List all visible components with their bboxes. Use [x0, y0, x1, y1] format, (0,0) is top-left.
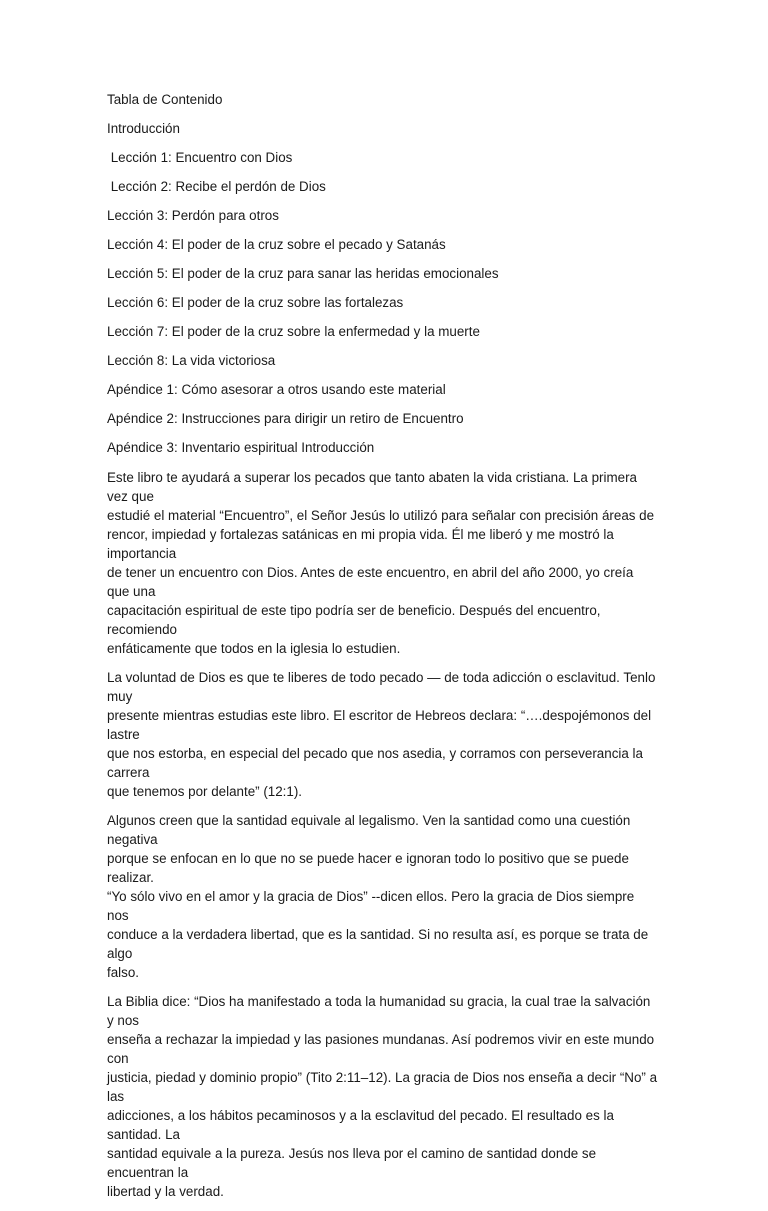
body-paragraph: Este libro te ayudará a superar los pecados que tanto abaten la vida cristiana. La primera vez que estudié el material “Encuentro”, el Señor Jesús lo utilizó para señalar con precisión áreas de rencor, impiedad y fortalezas satánicas en mi propia vida. Él me liberó y me mostró la importancia de tener un encuentro con Dios. Antes de este encuentro, en abril del año 2000, yo creía que una capacitación espiritual de este tipo podría ser de beneficio. Después del encuentro, recomiendo enfáticamente que todos en la iglesia lo estudien.	[107, 470, 655, 656]
toc-item: Lección 7: El poder de la cruz sobre la enfermedad y la muerte	[107, 324, 480, 339]
toc-item: Lección 2: Recibe el perdón de Dios	[107, 179, 326, 194]
toc-item: Lección 6: El poder de la cruz sobre las fortalezas	[107, 295, 404, 310]
toc-item: Lección 1: Encuentro con Dios	[107, 150, 293, 165]
toc-item: Lección 8: La vida victoriosa	[107, 353, 276, 368]
toc-item: Apéndice 1: Cómo asesorar a otros usando este material	[107, 382, 446, 397]
toc-item: Lección 3: Perdón para otros	[107, 208, 279, 223]
toc-heading: Tabla de Contenido	[107, 92, 223, 107]
body-text	[107, 468, 659, 1211]
toc-item: Lección 5: El poder de la cruz para sanar las heridas emocionales	[107, 266, 499, 281]
toc-item: Apéndice 2: Instrucciones para dirigir un retiro de Encuentro	[107, 411, 464, 426]
toc-item: Apéndice 3: Inventario espiritual Introducción	[107, 440, 375, 455]
body-paragraph: Algunos creen que la santidad equivale al legalismo. Ven la santidad como una cuestión negativa porque se enfocan en lo que no se puede hacer e ignoran todo lo positivo que se puede realizar. “Yo sólo vivo en el amor y la gracia de Dios” --dicen ellos. Pero la gracia de Dios siempre nos conduce a la verdadera libertad, que es la santidad. Si no resulta así, es porque se trata de algo falso.	[107, 813, 649, 980]
toc-item: Introducción	[107, 121, 180, 136]
body-paragraph: La Biblia dice: “Dios ha manifestado a toda la humanidad su gracia, la cual trae la salvación y nos enseña a rechazar la impiedad y las pasiones mundanas. Así podremos vivir en este mundo con justicia, piedad y dominio propio” (Tito 2:11–12). La gracia de Dios nos enseña a decir “No” a las adicciones, a los hábitos pecaminosos y a la esclavitud del pecado. El resultado es la santidad. La santidad equivale a la pureza. Jesús nos lleva por el camino de santidad donde se encuentran la libertad y la verdad.	[107, 994, 658, 1199]
toc-item: Lección 4: El poder de la cruz sobre el pecado y Satanás	[107, 237, 446, 252]
table-of-contents	[107, 90, 667, 467]
body-paragraph: La voluntad de Dios es que te liberes de todo pecado — de toda adicción o esclavitud. Tenlo muy presente mientras estudias este libro. El escritor de Hebreos declara: “….despojémonos del lastre que nos estorba, en especial del pecado que nos asedia, y corramos con perseverancia la carrera que tenemos por delante” (12:1).	[107, 670, 656, 799]
